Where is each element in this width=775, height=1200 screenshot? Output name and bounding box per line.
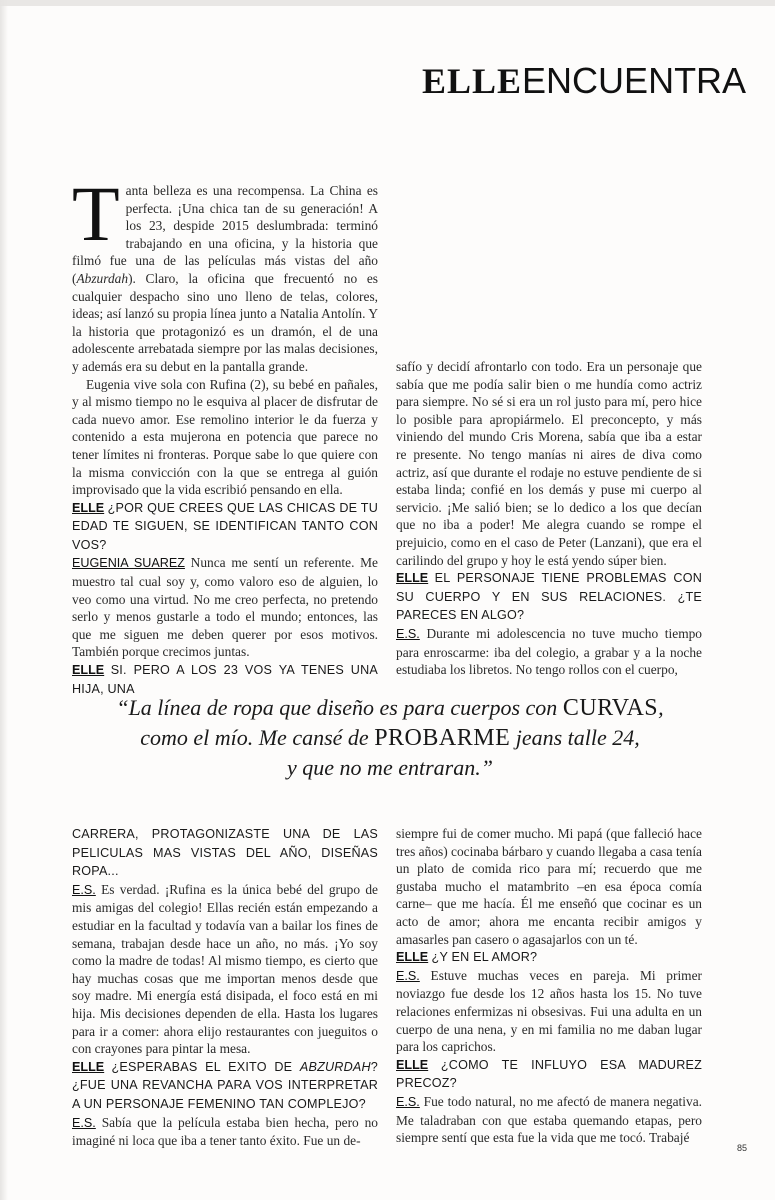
answer-text: Nunca me sentí un referente. Me muestro tal cual soy y, como valoro eso de alguien, lo veo como una virtud. No me creo perfecta, no pretendo serlo y menos gustarle a todo el mundo; entonces, las que me siguen me deben querer por esos motivos. También porque crecimos juntas. <box>72 555 378 660</box>
pull-quote-line-1 <box>90 693 690 723</box>
pull-quote <box>90 693 690 783</box>
article-column-1 <box>72 170 378 698</box>
answer-3 <box>396 625 702 679</box>
answer-tag: E.S. <box>396 1094 420 1109</box>
answer-6 <box>396 967 702 1056</box>
question-text-b: ? ¿FUE UNA REVANCHA PARA VOS INTERPRETAR A UN PERSONAJE FEMENINO TAN COMPLEJO? <box>72 1059 378 1111</box>
intro-text-a: anta belleza es una recompensa. La China es perfecta. ¡Una chica tan de su generación! A los 23, despide 2015 deslumbrada: terminó trabajando en una oficina, y la historia que filmó fue una de las películas más vistas del año ( <box>72 183 378 286</box>
question-text-a: ¿ESPERABAS EL EXITO DE <box>111 1059 300 1074</box>
masthead-section: ENCUENTRA <box>522 60 747 101</box>
section-masthead <box>422 60 747 102</box>
question-text: CARRERA, PROTAGONIZASTE UNA DE LAS PELICULAS MAS VISTAS DEL AÑO, DISEÑAS ROPA... <box>72 827 378 879</box>
question-tag: ELLE <box>72 663 105 678</box>
answer-tag: EUGENIA SUAREZ <box>72 556 185 571</box>
intro-text-b: ). Claro, la oficina que frecuentó no es cualquier despacho sino uno lleno de telas, colores, ideas; así lanzó su propia línea junto a Natalia Antolín. Y la historia que protagonizó es un dramón, el de una adolescente arrebatada siempre por las malas decisiones, y además era su debut en la pantalla grande. <box>72 270 378 374</box>
page-number: 85 <box>737 1143 748 1153</box>
pull-quote-text: jeans talle 24, <box>510 725 640 750</box>
article-column-3 <box>72 825 378 1150</box>
question-text: SI. PERO A LOS 23 VOS YA TENES UNA HIJA, UNA <box>72 663 378 696</box>
question-6 <box>396 948 702 967</box>
answer-text: Durante mi adolescencia no tuve mucho tiempo para enroscarme: iba del colegio, a grabar y a la noche estudiaba los libretos. No tengo rollos con el cuerpo, <box>396 625 702 678</box>
answer-continued: safío y decidí afrontarlo con todo. Era un personaje que sabía que me podía salir bien o me hundía como actriz para siempre. No sé si era un rol justo para mí, pero hice lo posible para apropiármelo. El preconcepto, y más viniendo del mundo Cris Morena, sabía que iba a estar re presente. No tengo manías ni aires de diva como actriz, así que durante el rodaje no estuve pendiente de si estaba linda; confié en los demás y puse mi cuerpo al servicio. ¡Me salió bien; se lo dedico a los que decían que no iba a poder! Me alegra cuando se rompe el prejuicio, como en el caso de Peter (Lanzani), que era el carilindo del grupo y hoy le está yendo súper bien. <box>396 359 702 568</box>
intro-paragraph <box>72 170 378 376</box>
answer-text: Fue todo natural, no me afectó de manera negativa. Me taladraban con que estaba quemando etapas, pero siempre sentí que esta fue la vida que me tocó. Trabajé <box>396 1093 702 1146</box>
question-text: EL PERSONAJE TIENE PROBLEMAS CON SU CUERPO Y EN SUS RELACIONES. ¿TE PARECES EN ALGO? <box>396 571 703 623</box>
question-3 <box>396 569 702 625</box>
question-tag: ELLE <box>396 1057 429 1072</box>
pull-quote-emphasis: CURVAS <box>562 695 659 721</box>
question-film-title: ABZURDAH <box>299 1059 371 1074</box>
question-tag: ELLE <box>72 500 105 515</box>
answer-tag: E.S. <box>396 626 420 641</box>
drop-cap: T <box>72 170 120 257</box>
pull-quote-text: , <box>658 695 664 720</box>
film-title: Abzurdah <box>76 270 129 286</box>
question-text: ¿Y EN EL AMOR? <box>431 950 538 965</box>
answer-tag: E.S. <box>72 882 96 897</box>
answer-4 <box>72 881 378 1058</box>
pull-quote-line-2 <box>90 723 690 753</box>
question-tag: ELLE <box>72 1059 105 1074</box>
article-column-4 <box>396 825 702 1147</box>
answer-7 <box>396 1093 702 1147</box>
answer-text: Estuve muchas veces en pareja. Mi primer noviazgo fue desde los 12 años hasta los 15. No tuve relaciones enfermizas ni obsesivas. Fui una adulta en un cuerpo de una nena, y en mi familia no me daban lugar para los caprichos. <box>396 967 702 1055</box>
question-continued <box>72 825 378 881</box>
pull-quote-text: como el mío. Me cansé de <box>140 725 375 750</box>
question-text: ¿POR QUE CREES QUE LAS CHICAS DE TU EDAD TE SIGUEN, SE IDENTIFICAN TANTO CON VOS? <box>72 500 378 552</box>
answer-text: Es verdad. ¡Rufina es la única bebé del grupo de mis amigas del colegio! Ellas recién están empezando a estudiar en la facultad y todavía van a bailar los fines de semana, trabajan desde hace un año, no más. ¡Yo soy como la madre de todas! Al mismo tiempo, es cierto que hay muchas cosas que me importan menos desde que soy madre. Mi energía está disipada, el foco está en mi hija. Mis decisiones dependen de ella. Hasta los lugares para ir a comer: ahora elijo restaurantes con jueguitos o con crayones para pintar la mesa. <box>72 881 378 1057</box>
answer-tag: E.S. <box>72 1115 96 1130</box>
pull-quote-line-3: y que no me entraran.” <box>287 755 493 780</box>
question-text: ¿COMO TE INFLUYO ESA MADUREZ PRECOZ? <box>396 1057 702 1091</box>
question-1 <box>72 499 378 555</box>
masthead-brand: ELLE <box>422 61 523 101</box>
answer-5 <box>72 1114 378 1150</box>
article-column-2 <box>396 358 702 679</box>
scan-edge-shadow <box>0 0 8 1200</box>
answer-tag: E.S. <box>396 968 420 983</box>
question-tag: ELLE <box>396 950 429 965</box>
answer-1 <box>72 554 378 661</box>
answer-text: Sabía que la película estaba bien hecha, pero no imaginé ni loca que iba a tener tanto éxito. Fue un de- <box>72 1114 378 1149</box>
pull-quote-text: “La línea de ropa que diseño es para cuerpos con <box>116 695 563 720</box>
pull-quote-emphasis: PROBARME <box>374 725 511 751</box>
question-7 <box>396 1056 702 1093</box>
answer-continued: siempre fui de comer mucho. Mi papá (que falleció hace tres años) cocinaba bárbaro y cuando llegaba a casa tenía un plato de comida rico para mí; recuerdo que me gustaba mucho el matambrito –en esa época comía carne– que me hacía. Él me enseñó que cocinar es un acto de amor; ahora me encanta recibir amigos y amasarles pan casero o agasajarlos con un té. <box>396 826 702 947</box>
paragraph-2: Eugenia vive sola con Rufina (2), su bebé en pañales, y al mismo tiempo no le esquiva al placer de disfrutar de cada nuevo amor. Ese remolino interior le da fuerza y contenido a esta mujerona en potencia que parece no tener límites ni fronteras. Porque sabe lo que quiere con la misma convicción con la que se entrega al guión improvisado que la vida escribió pensando en ella. <box>72 376 378 498</box>
question-5 <box>72 1058 378 1114</box>
top-rule <box>0 0 775 6</box>
question-tag: ELLE <box>396 571 429 586</box>
